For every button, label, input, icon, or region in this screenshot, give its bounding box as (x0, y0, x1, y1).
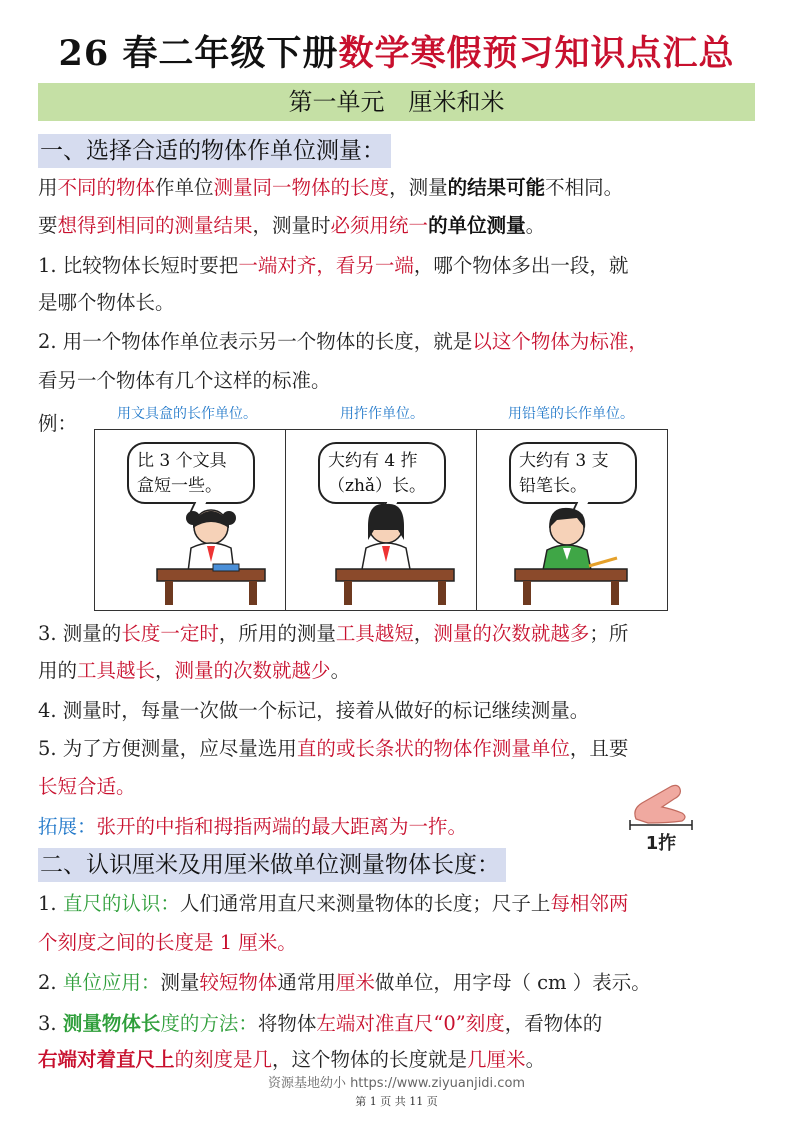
girl-at-desk-illustration (95, 430, 286, 610)
text: 作单位 (155, 176, 214, 199)
text: 通常用 (277, 971, 336, 994)
text-green: 测量物体长 (62, 1012, 161, 1035)
s1-line9: 4. 测量时，每量一次做一个标记，接着从做好的标记继续测量。 (38, 699, 590, 722)
page-title (0, 26, 793, 76)
text-red: 测量的次数就越多 (433, 622, 590, 645)
text: 。 (330, 659, 351, 682)
text: 不相同。 (545, 176, 624, 199)
caption-2: 用拃作单位。 (340, 406, 424, 422)
text: 3. (38, 1012, 63, 1035)
text: 用 (38, 176, 58, 199)
s2-line1 (38, 890, 758, 918)
s1-line7 (38, 620, 758, 648)
panel-pencil-box (95, 430, 286, 610)
text: ，测量时 (252, 214, 331, 237)
caption-1: 用文具盒的长作单位。 (117, 406, 257, 422)
text: ，哪个物体多出一段，就 (413, 254, 629, 277)
text-red: 厘米 (335, 971, 375, 994)
s1-line5 (38, 328, 758, 356)
page-number: 第 1 页 共 11 页 (355, 1095, 438, 1108)
footer-site: 资源基地幼小 https://www.ziyuanjidi.com (267, 1076, 526, 1091)
boy-with-pencil-illustration (477, 430, 657, 610)
bubble-text: 铅笔长。 (519, 476, 587, 496)
text-red: 几厘米 (467, 1048, 526, 1071)
s1-line11: 长短合适。 (38, 775, 136, 798)
text: 用的 (38, 659, 78, 682)
s2-line5 (38, 1046, 758, 1074)
text-red: 想得到相同的测量结果 (57, 214, 253, 237)
text-dark: 的结果可能 (447, 176, 546, 199)
text: ， (155, 659, 175, 682)
bubble-text: （zhǎ）长。 (328, 476, 427, 496)
panel-pencils (477, 430, 667, 610)
text: 2. 用一个物体作单位表示另一个物体的长度，就是 (38, 330, 473, 353)
bubble-text: 大约有 3 支 (519, 451, 609, 471)
panel-hand-span (286, 430, 477, 610)
section2-heading: 二、认识厘米及用厘米做单位测量物体长度： (38, 848, 506, 882)
text-red: 张开的中指和拇指两端的最大距离为一拃。 (96, 815, 468, 838)
text-red: 必须用统一 (330, 214, 429, 237)
s1-line4: 是哪个物体长。 (38, 291, 175, 314)
example-label: 例： (38, 412, 78, 435)
s1-line10 (38, 735, 758, 763)
text: 做单位，用字母（ cm ）表示。 (374, 971, 651, 994)
s1-line6: 看另一个物体有几个这样的标准。 (38, 369, 331, 392)
text: 1. 比较物体长短时要把 (38, 254, 239, 277)
text: ，且要 (569, 737, 629, 760)
text: 。 (525, 1048, 546, 1071)
text: ，测量 (389, 176, 448, 199)
text-red-bold: 右端对着直尺上 (38, 1048, 175, 1071)
text: ， (413, 622, 434, 645)
example-illustration (94, 429, 668, 611)
text: 测量 (160, 971, 200, 994)
hand-span-icon (624, 775, 698, 860)
text: 。 (525, 214, 546, 237)
text-green: 单位应用： (62, 971, 161, 994)
text: 将物体 (257, 1012, 317, 1035)
title-black: 26 春二年级下册 (58, 33, 339, 74)
text-red: 长度一定时 (121, 622, 219, 645)
s2-line4 (38, 1010, 758, 1038)
s1-line3 (38, 252, 758, 280)
text: ；所 (589, 622, 629, 645)
s2-line2: 个刻度之间的长度是 1 厘米。 (38, 931, 297, 954)
text-red: 不同的物体 (57, 176, 156, 199)
text: 3. 测量的 (38, 622, 122, 645)
text-red: 测量的次数就越少 (174, 659, 331, 682)
text-red: 的刻度是几 (174, 1048, 273, 1071)
text-dark: 的单位测量 (428, 214, 526, 237)
text-red: 以这个物体为标准， (472, 330, 648, 353)
s2-line3 (38, 969, 758, 997)
s1-line8 (38, 657, 758, 685)
text-red: 测量同一物体的长度 (213, 176, 390, 199)
text: 2. (38, 971, 63, 994)
text: 要 (38, 214, 58, 237)
text-red: 一端对齐，看另一端 (238, 254, 414, 277)
hand-span-label: 1拃 (645, 833, 677, 854)
text: 5. 为了方便测量，应尽量选用 (38, 737, 297, 760)
student-measuring-desk-illustration (286, 430, 477, 610)
text-red: 工具越短 (335, 622, 414, 645)
s1-line1 (38, 174, 758, 202)
caption-3: 用铅笔的长作单位。 (508, 406, 634, 422)
unit-banner: 第一单元 厘米和米 (38, 83, 755, 121)
text: 人们通常用直尺来测量物体的长度；尺子上 (179, 892, 551, 915)
text-red: 直的或长条状的物体作测量单位 (296, 737, 570, 760)
text: ，所用的测量 (218, 622, 336, 645)
text-red: 较短物体 (199, 971, 278, 994)
s1-line2 (38, 212, 758, 240)
text: ，这个物体的长度就是 (272, 1048, 468, 1071)
text-green: 度的方法： (160, 1012, 258, 1035)
text-red: 每相邻两 (550, 892, 629, 915)
title-red: 数学寒假预习知识点汇总 (338, 33, 735, 74)
text: ，看物体的 (504, 1012, 603, 1035)
bubble-text: 盒短一些。 (137, 476, 222, 496)
text-green: 直尺的认识： (62, 892, 180, 915)
bubble-text: 大约有 4 拃 (328, 451, 418, 471)
text: 1. (38, 892, 63, 915)
text-red: 左端对准直尺“0”刻度 (316, 1012, 505, 1035)
bubble-text: 比 3 个文具 (137, 451, 227, 471)
section1-heading: 一、选择合适的物体作单位测量： (38, 134, 391, 168)
text-blue: 拓展： (38, 815, 97, 838)
text-red: 工具越长 (77, 659, 156, 682)
